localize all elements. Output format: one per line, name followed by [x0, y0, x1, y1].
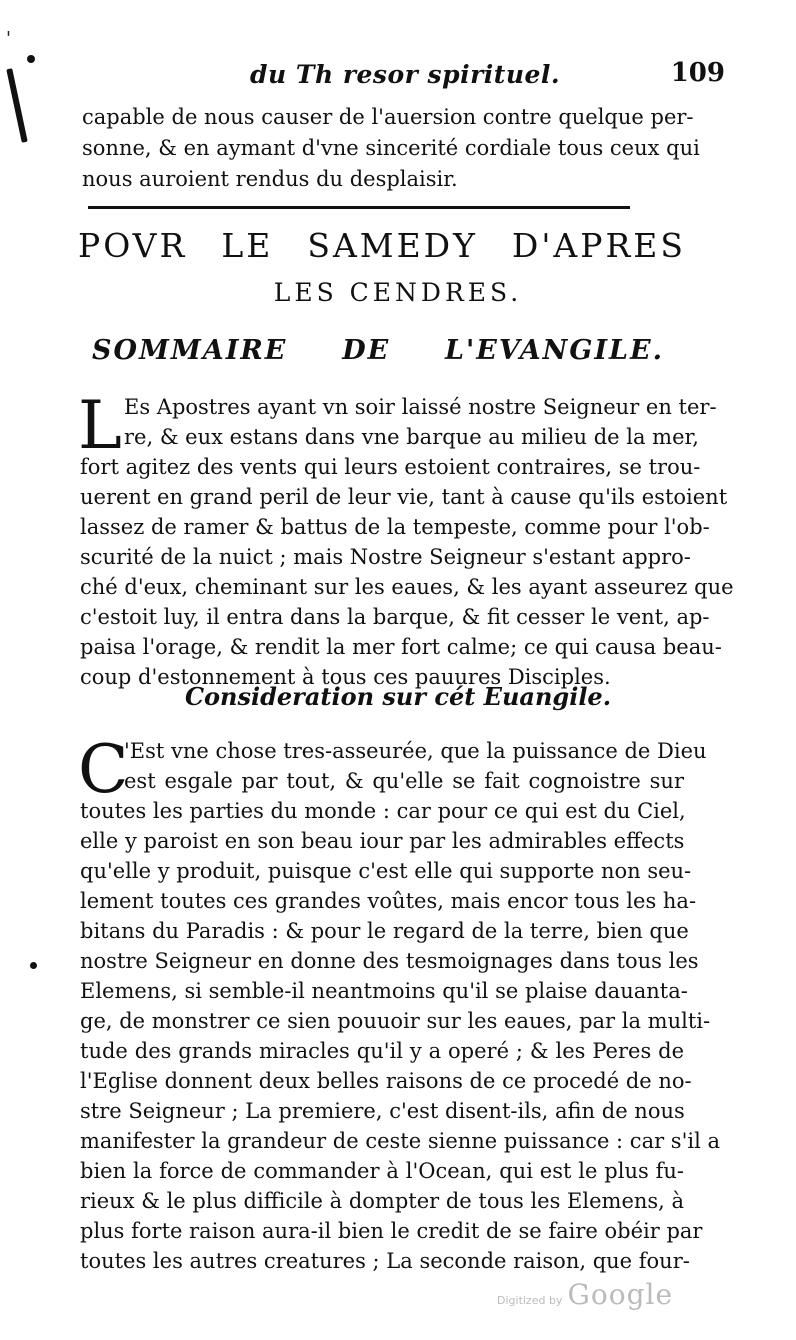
text-line: tude des grands miracles qu'il y a operé ; & les Peres de	[80, 1039, 684, 1063]
text-line: stre Seigneur ; La premiere, c'est disent-ils, afin de nous	[80, 1099, 685, 1123]
continuation-text	[82, 102, 700, 195]
text-line: nous auroient rendus du desplaisir.	[82, 167, 458, 191]
text-line: toutes les autres creatures ; La seconde raison, que four-	[80, 1249, 690, 1273]
digitized-label: Digitized by	[497, 1294, 563, 1307]
text-line: manifester la grandeur de ceste sienne puissance : car s'il a	[80, 1129, 720, 1153]
text-line: c'estoit luy, il entra dans la barque, & fit cesser le vent, ap-	[80, 605, 710, 629]
margin-ink-bar	[6, 68, 27, 143]
text-line: re, & eux estans dans vne barque au milieu de la mer,	[124, 425, 699, 449]
text-line: ché d'eux, cheminant sur les eaues, & les ayant asseurez que	[80, 575, 734, 599]
text-line: scurité de la nuict ; mais Nostre Seigneur s'estant appro-	[80, 545, 691, 569]
text-line: rieux & le plus difficile à dompter de tous les Elemens, à	[80, 1189, 685, 1213]
text-line: est esgale par tout, & qu'elle se fait cognoistre sur	[124, 769, 684, 793]
chapter-heading-line2: LES CENDRES.	[273, 278, 523, 307]
text-line: capable de nous causer de l'auersion contre quelque per-	[82, 105, 694, 129]
text-line: uerent en grand peril de leur vie, tant à cause qu'ils estoient	[80, 485, 728, 509]
text-line: bien la force de commander à l'Ocean, qui est le plus fu-	[80, 1159, 684, 1183]
section-divider	[88, 206, 630, 209]
digitized-watermark	[497, 1278, 673, 1311]
consideration-heading: Consideration sur cét Euangile.	[184, 682, 612, 711]
google-logo: Google	[567, 1278, 674, 1311]
text-line: qu'elle y produit, puisque c'est elle qui supporte non seu-	[80, 859, 692, 883]
text-line: l'Eglise donnent deux belles raisons de ce procedé de no-	[80, 1069, 692, 1093]
text-line: fort agitez des vents qui leurs estoient contraires, se trou-	[80, 455, 701, 479]
drop-cap: L	[78, 387, 122, 464]
text-line: lassez de ramer & battus de la tempeste, comme pour l'ob-	[80, 515, 710, 539]
text-line: bitans du Paradis : & pour le regard de la terre, bien que	[80, 919, 689, 943]
chapter-heading-line1: POVR LE SAMEDY D'APRES	[78, 226, 686, 265]
text-line: nostre Seigneur en donne des tesmoignages dans tous les	[80, 949, 699, 973]
summary-paragraph	[78, 387, 734, 692]
drop-cap: C	[78, 731, 129, 808]
running-head	[250, 60, 725, 96]
text-line: Es Apostres ayant vn soir laissé nostre Seigneur en ter-	[124, 395, 717, 419]
page-number: 109	[670, 58, 725, 88]
text-line: sonne, & en aymant d'vne sincerité cordiale tous ceux qui	[82, 136, 700, 160]
consideration-paragraph	[78, 731, 720, 1276]
text-line: coup d'estonnement à tous ces pauures Disciples.	[80, 665, 611, 689]
text-line: toutes les parties du monde : car pour ce qui est du Ciel,	[80, 799, 686, 823]
text-line: Elemens, si semble-il neantmoins qu'il se plaise dauanta-	[80, 979, 688, 1003]
margin-dot-mark	[30, 962, 37, 969]
text-line: paisa l'orage, & rendit la mer fort calme; ce qui causa beau-	[80, 635, 722, 659]
text-line: 'Est vne chose tres-asseurée, que la puissance de Dieu	[124, 739, 707, 763]
text-line: ge, de monstrer ce sien pouuoir sur les eaues, par la multi-	[80, 1009, 711, 1033]
margin-dot-mark	[27, 55, 35, 63]
text-line: plus forte raison aura-il bien le credit de se faire obéir par	[80, 1219, 703, 1243]
running-head-title: du Th resor spirituel.	[250, 60, 561, 89]
text-line: elle y paroist en son beau iour par les admirables effects	[80, 829, 685, 853]
text-line: lement toutes ces grandes voûtes, mais encor tous les ha-	[80, 889, 697, 913]
margin-tick-mark: '	[6, 28, 11, 49]
summary-heading: SOMMAIRE DE L'EVANGILE.	[92, 335, 664, 366]
